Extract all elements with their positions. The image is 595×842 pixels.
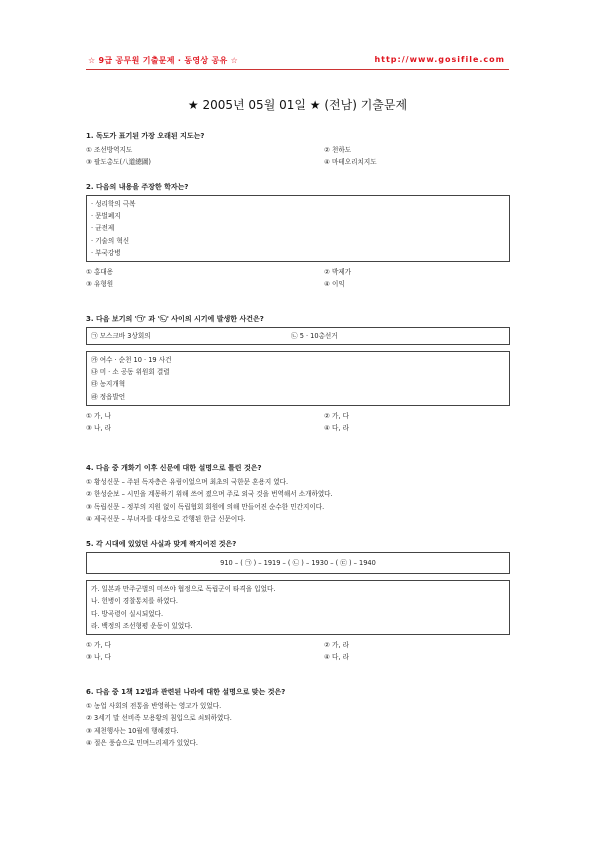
q5-timeline-box bbox=[86, 552, 510, 574]
q5-option-3[interactable]: ③ 나, 다 bbox=[86, 653, 111, 662]
question-5-text: 5. 각 시대에 있었던 사실과 맞게 짝지어진 것은? bbox=[86, 540, 237, 548]
question-3 bbox=[86, 313, 510, 434]
q3-item: ㉯ 미 · 소 공동 위원회 결렬 bbox=[91, 368, 170, 377]
q3-event-a: ㉠ 모스크바 3상회의 bbox=[91, 332, 151, 340]
q2-option-1[interactable]: ① 홍대용 bbox=[86, 268, 114, 277]
q4-option-2[interactable]: ② 한성순보 – 시민을 계몽하기 위해 쓰여 졌으며 주로 외국 것을 번역해서 소개하였다. bbox=[86, 490, 333, 499]
question-6 bbox=[86, 686, 510, 750]
question-2 bbox=[86, 181, 510, 291]
q2-option-4[interactable]: ④ 이익 bbox=[324, 280, 345, 289]
q2-option-2[interactable]: ② 박제가 bbox=[324, 268, 352, 277]
question-3-text: 3. 다음 보기의 '㉠' 과 '㉡' 사이의 시기에 발생한 사건은? bbox=[86, 315, 264, 323]
q6-option-4[interactable]: ④ 절은 풍습으로 민며느리제가 있었다. bbox=[86, 739, 198, 748]
q3-content-box bbox=[86, 351, 510, 406]
q1-option-2[interactable]: ② 천하도 bbox=[324, 146, 352, 154]
q2-option-3[interactable]: ③ 유형원 bbox=[86, 280, 114, 289]
q5-option-4[interactable]: ④ 다, 라 bbox=[324, 653, 349, 662]
q2-item: · 부국강병 bbox=[91, 248, 121, 257]
header-left-text: ☆ 9급 공무원 기출문제 · 동영상 공유 ☆ bbox=[88, 56, 239, 65]
q1-option-4[interactable]: ④ 마테오리치지도 bbox=[324, 158, 377, 167]
q4-option-1[interactable]: ① 황성신문 – 주된 독자층은 유림이었으며 최초의 국한문 혼용지 였다. bbox=[86, 478, 289, 486]
q6-option-1[interactable]: ① 농업 사회의 전통을 반영하는 영고가 있었다. bbox=[86, 702, 222, 710]
question-4-text: 4. 다음 중 개화기 이후 신문에 대한 설명으로 틀린 것은? bbox=[86, 464, 262, 472]
q2-content-box bbox=[86, 195, 510, 262]
q5-option-1[interactable]: ① 가, 다 bbox=[86, 641, 111, 650]
q2-item: · 균전제 bbox=[91, 224, 115, 233]
q3-item: ㉮ 여수 · 순천 10 · 19 사건 bbox=[91, 356, 172, 364]
q1-option-3[interactable]: ③ 팔도총도(八道總圖) bbox=[86, 158, 152, 167]
q4-option-3[interactable]: ③ 독립신문 – 정부의 지원 없이 독립협회 회원에 의해 만들어진 순수한 민간지이다. bbox=[86, 502, 325, 511]
q3-item: ㉰ 농지개혁 bbox=[91, 380, 126, 389]
header-divider bbox=[86, 69, 509, 70]
q4-option-4[interactable]: ④ 제국신문 – 부녀자를 대상으로 간행된 한글 신문이다. bbox=[86, 515, 246, 524]
q3-option-4[interactable]: ④ 다, 라 bbox=[324, 424, 349, 433]
q1-option-1[interactable]: ① 조선방역지도 bbox=[86, 146, 133, 154]
question-1-text: 1. 독도가 표기된 가장 오래된 지도는? bbox=[86, 132, 205, 140]
q2-item: · 성리학의 극복 bbox=[91, 200, 136, 208]
q5-item: 나. 헌병이 경찰통치를 하였다. bbox=[91, 597, 178, 606]
question-2-text: 2. 다음의 내용을 주장한 학자는? bbox=[86, 183, 189, 191]
q6-option-2[interactable]: ② 3세기 말 선비족 모용황의 침입으로 쇠퇴하였다. bbox=[86, 714, 232, 723]
q3-events-box bbox=[86, 327, 510, 345]
q3-event-b: ㉡ 5 · 10총선거 bbox=[291, 332, 338, 340]
q5-item: 다. 방곡령이 실시되었다. bbox=[91, 609, 164, 618]
question-4 bbox=[86, 462, 510, 526]
page-title: ★ 2005년 05월 01일 ★ (전남) 기출문제 bbox=[187, 98, 408, 112]
question-6-text: 6. 다음 중 1책 12법과 관련된 나라에 대한 설명으로 맞는 것은? bbox=[86, 688, 286, 696]
q6-option-3[interactable]: ③ 제천행사는 10월에 행해졌다. bbox=[86, 726, 179, 735]
question-1 bbox=[86, 130, 510, 169]
q3-option-2[interactable]: ② 가, 다 bbox=[324, 411, 349, 420]
q3-item: ㉱ 정읍발언 bbox=[91, 392, 126, 401]
q2-item: · 기술의 혁신 bbox=[91, 236, 130, 245]
q5-option-2[interactable]: ② 가, 라 bbox=[324, 641, 349, 650]
q2-item: · 문벌폐지 bbox=[91, 212, 121, 221]
q3-option-1[interactable]: ① 가, 나 bbox=[86, 411, 111, 420]
header-url-link[interactable]: http://www.gosifile.com bbox=[374, 55, 505, 64]
question-5 bbox=[86, 538, 510, 664]
q3-option-3[interactable]: ③ 나, 라 bbox=[86, 424, 111, 433]
q5-timeline: 910 – ( ㉠ ) – 1919 – ( ㉡ ) – 1930 – ( ㉢ ) – 1940 bbox=[220, 559, 376, 567]
q5-item: 라. 백정의 조선형평 운동이 있었다. bbox=[91, 621, 193, 630]
q5-item: 가. 일본과 만주군벌의 미쓰야 협정으로 독립군이 타격을 입었다. bbox=[91, 585, 276, 594]
q5-content-box bbox=[86, 580, 510, 635]
